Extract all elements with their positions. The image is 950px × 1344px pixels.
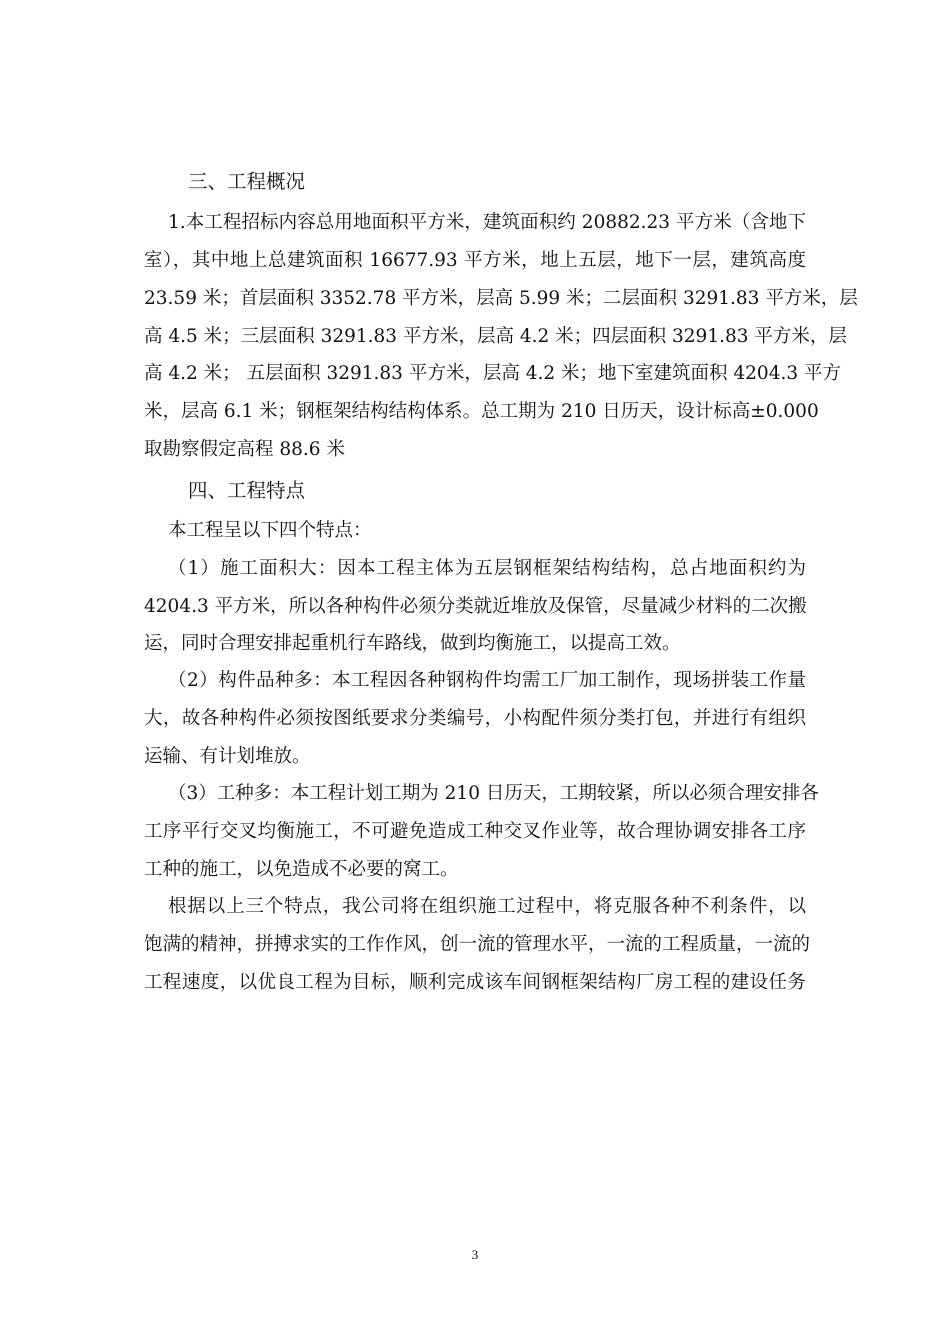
paragraph-line: 高 4.5 米；三层面积 3291.83 平方米，层高 4.2 米；四层面积 3291.83 平方米，层 [144, 326, 847, 347]
paragraph-line: 取勘察假定高程 88.6 米 [144, 439, 345, 460]
paragraph-line: 4204.3 平方米，所以各种构件必须分类就近堆放及保管，尽量减少材料的二次搬 [144, 596, 807, 617]
paragraph-line: （2）构件品种多：本工程因各种钢构件均需工厂加工制作，现场拼装工作量 [168, 670, 806, 691]
section-heading-overview: 三、工程概况 [188, 170, 306, 193]
paragraph-line: 饱满的精神，拼搏求实的工作作风，创一流的管理水平，一流的工程质量，一流的 [144, 934, 811, 955]
paragraph-line: 1.本工程招标内容总用地面积平方米，建筑面积约 20882.23 平方米（含地下 [168, 212, 806, 233]
paragraph-line: （1）施工面积大：因本工程主体为五层钢框架结构结构，总占地面积约为 [168, 558, 806, 579]
paragraph-line: 米，层高 6.1 米；钢框架结构结构体系。总工期为 210 日历天，设计标高±0.000 [144, 401, 819, 422]
paragraph-line: （3）工种多：本工程计划工期为 210 日历天，工期较紧，所以必须合理安排各 [168, 783, 819, 804]
paragraph-line: 运输、有计划堆放。 [144, 746, 311, 767]
paragraph-intro: 本工程呈以下四个特点： [168, 520, 372, 541]
paragraph-line: 23.59 米；首层面积 3352.78 平方米，层高 5.99 米；二层面积 3291.83 平方米，层 [144, 288, 858, 309]
paragraph-line: 大，故各种构件必须按图纸要求分类编号，小构配件须分类打包，并进行有组织 [144, 708, 806, 729]
paragraph-line: 室），其中地上总建筑面积 16677.93 平方米，地上五层，地下一层，建筑高度 [144, 250, 806, 271]
paragraph-line: 工程速度，以优良工程为目标，顺利完成该车间钢框架结构厂房工程的建设任务 [144, 972, 806, 993]
paragraph-line: 根据以上三个特点，我公司将在组织施工过程中，将克服各种不利条件，以 [168, 896, 806, 917]
paragraph-line: 工种的施工，以免造成不必要的窝工。 [144, 859, 459, 880]
paragraph-line: 高 4.2 米； 五层面积 3291.83 平方米，层高 4.2 米；地下室建筑面积 4204.3 平方 [144, 363, 842, 384]
paragraph-line: 运，同时合理安排起重机行车路线，做到均衡施工，以提高工效。 [144, 633, 681, 654]
paragraph-line: 工序平行交叉均衡施工，不可避免造成工种交叉作业等，故合理协调安排各工序 [144, 821, 806, 842]
section-heading-features: 四、工程特点 [188, 479, 306, 502]
page-number: 3 [471, 1247, 479, 1262]
